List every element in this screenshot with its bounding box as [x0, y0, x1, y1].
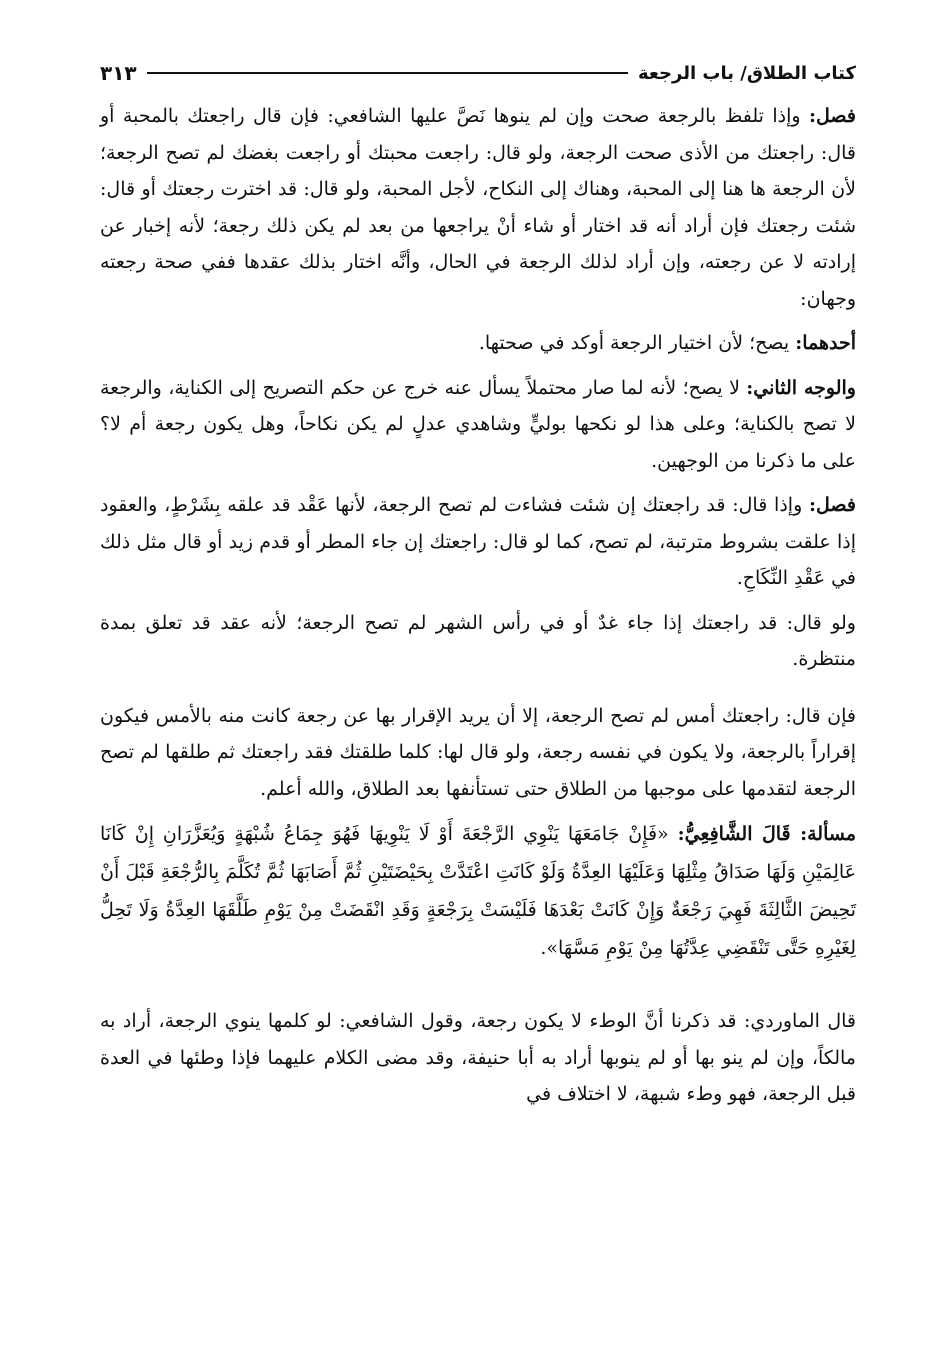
- paragraph-lead: والوجه الثاني:: [746, 376, 856, 399]
- paragraph-text: فإن قال: راجعتك أمس لم تصح الرجعة، إلا أن يريد الإقرار بها عن رجعة كانت منه بالأمس فيكون إقراراً بالرجعة، ولا يكون في نفسه رجعة، ولو قال لها: كلما طلقتك فقد راجعتك ثم طلقها لم تصح الرجعة لتقدمها على موجبها من الطلاق حتى تستأنفها بعد الطلاق، والله أعلم.: [100, 704, 856, 800]
- running-title: كتاب الطلاق/ باب الرجعة: [637, 62, 856, 84]
- quoted-text-paragraph: [100, 815, 856, 967]
- running-header: [100, 56, 856, 90]
- page-number: ٣١٣: [100, 61, 137, 85]
- paragraph: [100, 605, 856, 678]
- paragraph-text: قال الماوردي: قد ذكرنا أنَّ الوطء لا يكون رجعة، وقول الشافعي: لو كلمها ينوي الرجعة، أراد به مالكاً، وإن لم ينو بها أو لم ينوبها أراد به أبا حنيفة، وقد مضى الكلام عليهما فإذا وطئها في العدة قبل الرجعة، فهو وطء شبهة، لا اختلاف في: [100, 1010, 856, 1105]
- paragraph-gap: [100, 975, 856, 1003]
- paragraph-text: وإذا تلفظ بالرجعة صحت وإن لم ينوها نَصَّ عليها الشافعي: فإن قال راجعتك بالمحبة أو قال: راجعتك من الأذى صحت الرجعة، ولو قال: راجعت محبتك أو راجعت بغضك لم تصح الرجعة؛ لأن الرجعة ها هنا إلى المحبة، وهناك إلى النكاح، لأجل المحبة، ولو قال: قد اخترت رجعتك أو قال: شئت رجعتك فإن أراد أنه قد اختار أو شاء أنْ يراجعها من بعد لم يكن ذلك رجعة؛ لأنه إخبار عن إرادته لا عن رجعته، وإن أراد لذلك الرجعة في الحال، وأنَّه اختار بذلك عقدها ففي صحة رجعته وجهان:: [100, 105, 856, 310]
- paragraph-lead: أحدهما:: [795, 332, 856, 354]
- paragraph: [100, 487, 856, 597]
- paragraph-text: «فَإِنْ جَامَعَهَا يَنْوِي الرَّجْعَةَ أَوْ لَا يَنْوِيهَا فَهُوَ جِمَاعُ شُبْهَةٍ وَيُعَزَّرَانِ إِنْ كَانَا عَالِمَيْنِ وَلَهَا صَدَاقُ مِثْلِهَا وَعَلَيْهَا العِدَّةُ وَلَوْ كَانَتِ اعْتَدَّتْ بِحَيْضَتَيْنِ ثُمَّ أَصَابَهَا ثُمَّ تُكَلَّمَ بِالرُّجْعَةِ قَبْلَ أَنْ تَحِيضَ الثَّالِثَةَ فَهِيَ رَجْعَةٌ وَإِنْ كَانَتْ بَعْدَهَا فَلَيْسَتْ بِرَجْعَةٍ وَقَدِ انْقَضَتْ مِنْ يَوْمِ طَلَّقَهَا العِدَّةُ وَلَا تَحِلُّ لِغَيْرِهِ حَتَّى تَنْقَضِي عِدَّتُهَا مِنْ يَوْمِ مَسَّهَا».: [100, 823, 856, 959]
- header-rule: [147, 72, 628, 74]
- paragraph-text: يصح؛ لأن اختيار الرجعة أوكد في صحتها.: [478, 332, 796, 354]
- paragraph-text: وإذا قال: قد راجعتك إن شئت فشاءت لم تصح الرجعة، لأنها عَقْد قد علقه بِشَرْطٍ، والعقود إذا علقت بشروط مترتبة، لم تصح، كما لو قال: راجعتك إن جاء المطر أو قدم زيد أو قال مثل ذلك في عَقْدِ النِّكَاحِ.: [100, 494, 856, 589]
- paragraph: [100, 325, 856, 362]
- paragraph-text: ولو قال: قد راجعتك إذا جاء غدٌ أو في رأس الشهر لم تصح الرجعة؛ لأنه عقد قد تعلق بمدة منتظرة.: [100, 611, 856, 670]
- book-page: [100, 56, 856, 1351]
- paragraph: [100, 370, 856, 480]
- paragraph: [100, 98, 856, 317]
- paragraph-lead: فصل:: [809, 494, 856, 516]
- paragraph-gap: [100, 686, 856, 698]
- paragraph: [100, 1003, 856, 1113]
- paragraph: [100, 698, 856, 808]
- paragraph-lead: فصل:: [809, 105, 856, 127]
- paragraph-text: لا يصح؛ لأنه لما صار محتملاً يسأل عنه خرج عن حكم التصريح إلى الكناية، والرجعة لا تصح بالكناية؛ وعلى هذا لو نكحها بوليٍّ وشاهدي عدلٍ لم يكن نكاحاً، وهل يكون رجعة أم لا؟ على ما ذكرنا من الوجهين.: [100, 376, 856, 472]
- paragraph-lead: مسألة: قَالَ الشَّافِعِيُّ:: [677, 823, 857, 845]
